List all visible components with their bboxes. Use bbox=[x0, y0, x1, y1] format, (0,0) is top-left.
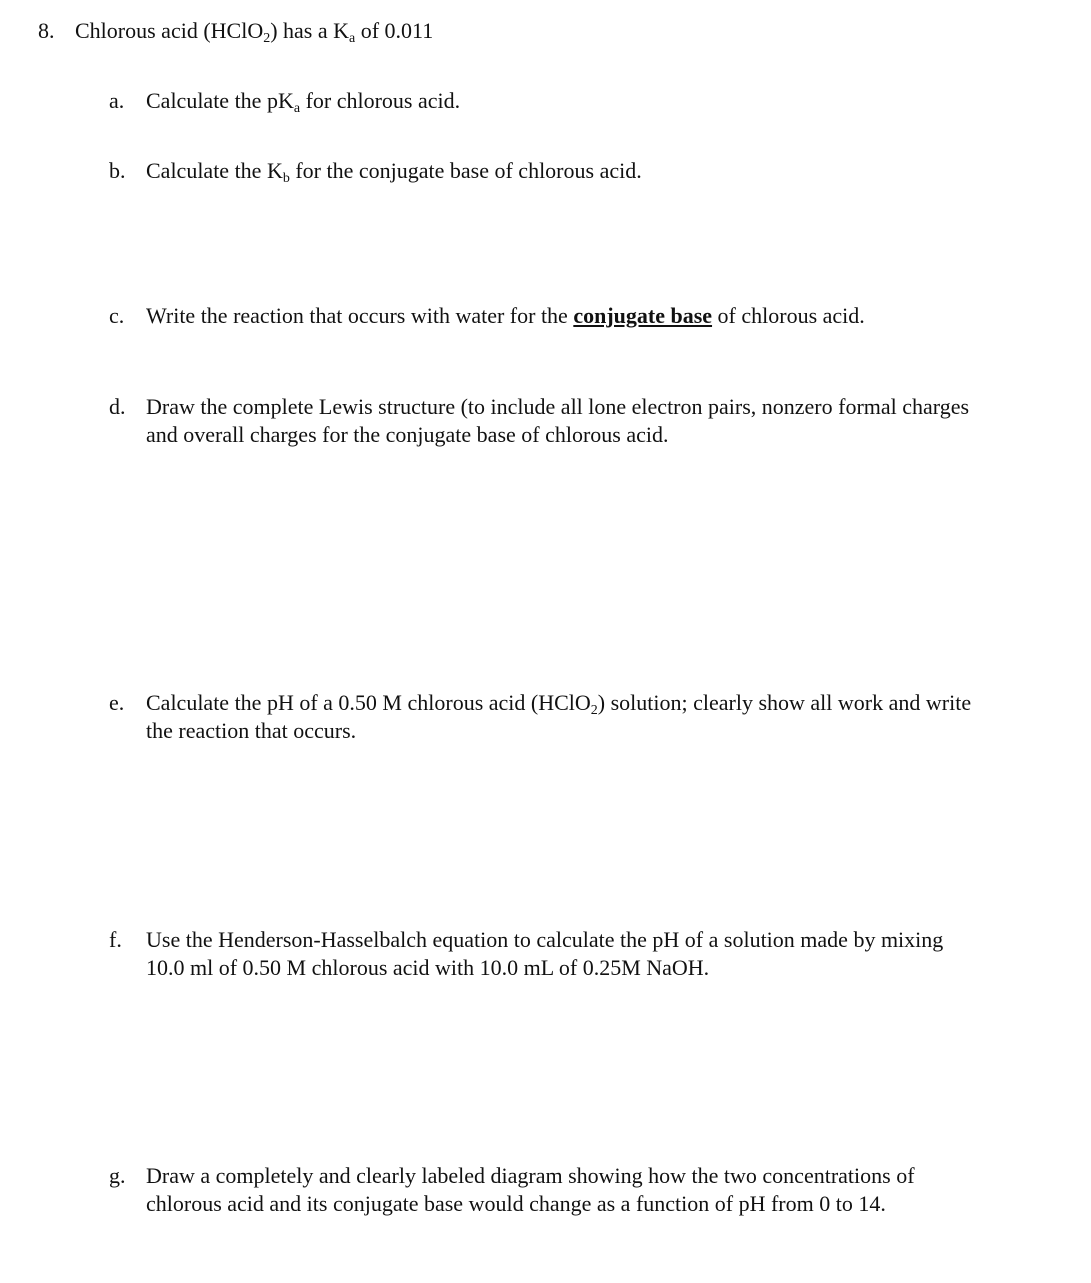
part-c-text-1: Write the reaction that occurs with water for the bbox=[146, 303, 574, 328]
question-number: 8. bbox=[38, 18, 55, 43]
part-d-letter: d. bbox=[109, 394, 126, 419]
part-b-letter: b. bbox=[109, 158, 126, 183]
part-a bbox=[109, 87, 1069, 115]
part-d-line-1: Draw the complete Lewis structure (to include all lone electron pairs, nonzero formal charges bbox=[146, 394, 970, 419]
part-b-text bbox=[146, 157, 1069, 185]
part-b bbox=[109, 157, 1069, 185]
part-a-text bbox=[146, 87, 1069, 115]
part-c-text-2: of chlorous acid. bbox=[712, 303, 865, 328]
part-e-line-1 bbox=[146, 689, 1069, 717]
part-c-letter: c. bbox=[109, 303, 125, 328]
part-f-line-1: Use the Henderson-Hasselbalch equation to calculate the pH of a solution made by mixing bbox=[146, 927, 944, 952]
stem-text-1: Chlorous acid (HClO bbox=[75, 18, 264, 43]
part-e-text-1: Calculate the pH of a 0.50 M chlorous acid (HClO bbox=[146, 690, 591, 715]
part-d-line-2: and overall charges for the conjugate base of chlorous acid. bbox=[146, 422, 669, 447]
part-e-text bbox=[146, 689, 1069, 745]
part-f-line-2: 10.0 ml of 0.50 M chlorous acid with 10.0 mL of 0.25M NaOH. bbox=[146, 955, 710, 980]
question-stem bbox=[38, 17, 433, 45]
part-c-emphasis: conjugate base bbox=[573, 303, 713, 328]
part-a-letter: a. bbox=[109, 88, 125, 113]
part-g-letter: g. bbox=[109, 1163, 126, 1188]
part-f-text bbox=[146, 926, 1069, 982]
part-b-text-1: Calculate the K bbox=[146, 158, 283, 183]
part-g-line-1: Draw a completely and clearly labeled diagram showing how the two concentrations of bbox=[146, 1163, 915, 1188]
part-c-text bbox=[146, 302, 1069, 330]
part-a-text-2: for chlorous acid. bbox=[300, 88, 461, 113]
stem-text-2: ) has a K bbox=[270, 18, 350, 43]
part-f bbox=[109, 926, 1069, 982]
part-e-line-2: the reaction that occurs. bbox=[146, 718, 357, 743]
part-b-text-2: for the conjugate base of chlorous acid. bbox=[289, 158, 642, 183]
part-b-subscript: b bbox=[282, 171, 290, 186]
part-d-text bbox=[146, 393, 1069, 449]
part-a-text-1: Calculate the pK bbox=[146, 88, 294, 113]
part-e-letter: e. bbox=[109, 690, 125, 715]
part-d bbox=[109, 393, 1069, 449]
part-e bbox=[109, 689, 1069, 745]
part-e-subscript: 2 bbox=[590, 703, 598, 718]
part-g-text bbox=[146, 1162, 1069, 1218]
stem-subscript-1: 2 bbox=[263, 31, 271, 46]
stem-text-3: of 0.011 bbox=[355, 18, 434, 43]
stem-subscript-2: a bbox=[349, 31, 356, 46]
part-f-letter: f. bbox=[109, 927, 122, 952]
part-g bbox=[109, 1162, 1069, 1218]
part-g-line-2: chlorous acid and its conjugate base would change as a function of pH from 0 to 14. bbox=[146, 1191, 886, 1216]
part-c bbox=[109, 302, 1069, 330]
part-e-text-2: ) solution; clearly show all work and write bbox=[597, 690, 972, 715]
part-a-subscript: a bbox=[293, 101, 301, 116]
